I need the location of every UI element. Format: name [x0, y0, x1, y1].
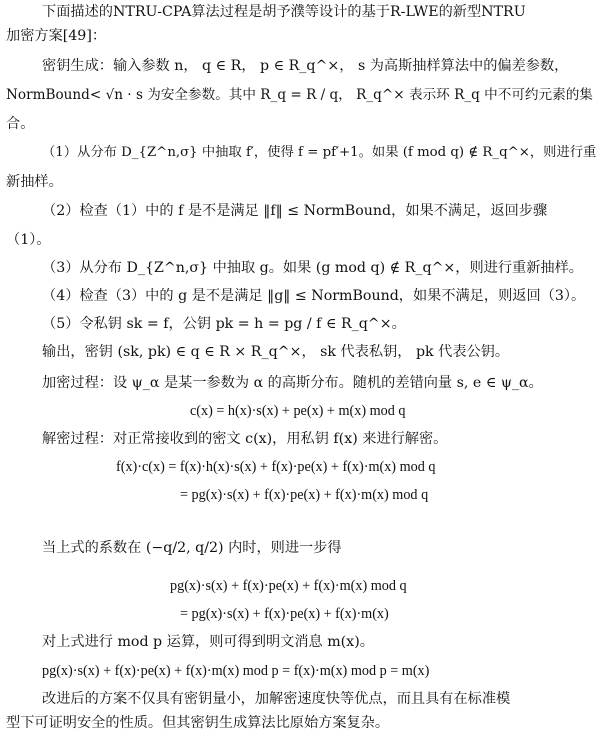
paragraph-line: 对上式进行 mod p 运算，则可得到明文消息 m(x)。	[42, 634, 374, 650]
paragraph-line: 输出，密钥 (sk, pk) ∈ q ∈ R × R_q^×， sk 代表私钥， pk 代表公钥。	[42, 344, 510, 360]
reduction-equation: = pg(x)·s(x) + f(x)·pe(x) + f(x)·m(x)	[180, 606, 389, 622]
paragraph-line: 密钥生成：输入参数 n， q ∈ R， p ∈ R_q^×， s 为高斯抽样算法中的偏差参数，	[42, 58, 569, 74]
step-line: （5）令私钥 sk = f，公钥 pk = h = pg / f ∈ R_q^×。	[42, 316, 406, 332]
step-line: （4）检查（3）中的 g 是不是满足 ‖g‖ ≤ NormBound，如果不满足，则返回（3）。	[42, 288, 586, 304]
paragraph-line: 改进后的方案不仅具有密钥量小，加解密速度快等优点，而且具有在标准模	[42, 691, 511, 707]
paragraph-line: 加密方案[49]：	[6, 28, 107, 44]
plaintext-equation: pg(x)·s(x) + f(x)·pe(x) + f(x)·m(x) mod p = f(x)·m(x) mod p = m(x)	[42, 663, 430, 679]
paragraph-line: 合。	[6, 116, 35, 132]
paragraph-line: 型下可证明安全的性质。但其密钥生成算法比原始方案复杂。	[6, 715, 390, 731]
paragraph-line: NormBound< √n · s 为安全参数。其中 R_q = R / q， R_q^× 表示环 R_q 中不可约元素的集	[6, 87, 593, 103]
encryption-equation: c(x) = h(x)·s(x) + pe(x) + m(x) mod q	[190, 403, 406, 419]
paragraph-line: 加密过程：设 ψ_α 是某一参数为 α 的高斯分布。随机的差错向量 s, e ∈ ψ_α。	[42, 375, 543, 391]
paragraph-line: 解密过程：对正常接收到的密文 c(x)，用私钥 f(x) 来进行解密。	[42, 431, 448, 447]
decryption-equation: f(x)·c(x) = f(x)·h(x)·s(x) + f(x)·pe(x) + f(x)·m(x) mod q	[116, 459, 436, 475]
decryption-equation: = pg(x)·s(x) + f(x)·pe(x) + f(x)·m(x) mod q	[180, 487, 429, 503]
step-line: 新抽样。	[6, 174, 63, 190]
paragraph-line: 当上式的系数在 (−q/2, q/2) 内时，则进一步得	[42, 540, 342, 556]
reduction-equation: pg(x)·s(x) + f(x)·pe(x) + f(x)·m(x) mod q	[170, 578, 407, 594]
step-line: （3）从分布 D_{Z^n,σ} 中抽取 g。如果 (g mod q) ∉ R_q^×，则进行重新抽样。	[42, 260, 583, 276]
paragraph-line: 下面描述的NTRU-CPA算法过程是胡予濮等设计的基于R-LWE的新型NTRU	[42, 4, 526, 20]
step-line: （1）从分布 D_{Z^n,σ} 中抽取 f′，使得 f = pf′+1。如果 (f mod q) ∉ R_q^×，则进行重	[42, 145, 597, 160]
step-line: （1）。	[6, 232, 51, 248]
step-line: （2）检查（1）中的 f 是不是满足 ‖f‖ ≤ NormBound，如果不满足，返回步骤	[42, 203, 548, 219]
